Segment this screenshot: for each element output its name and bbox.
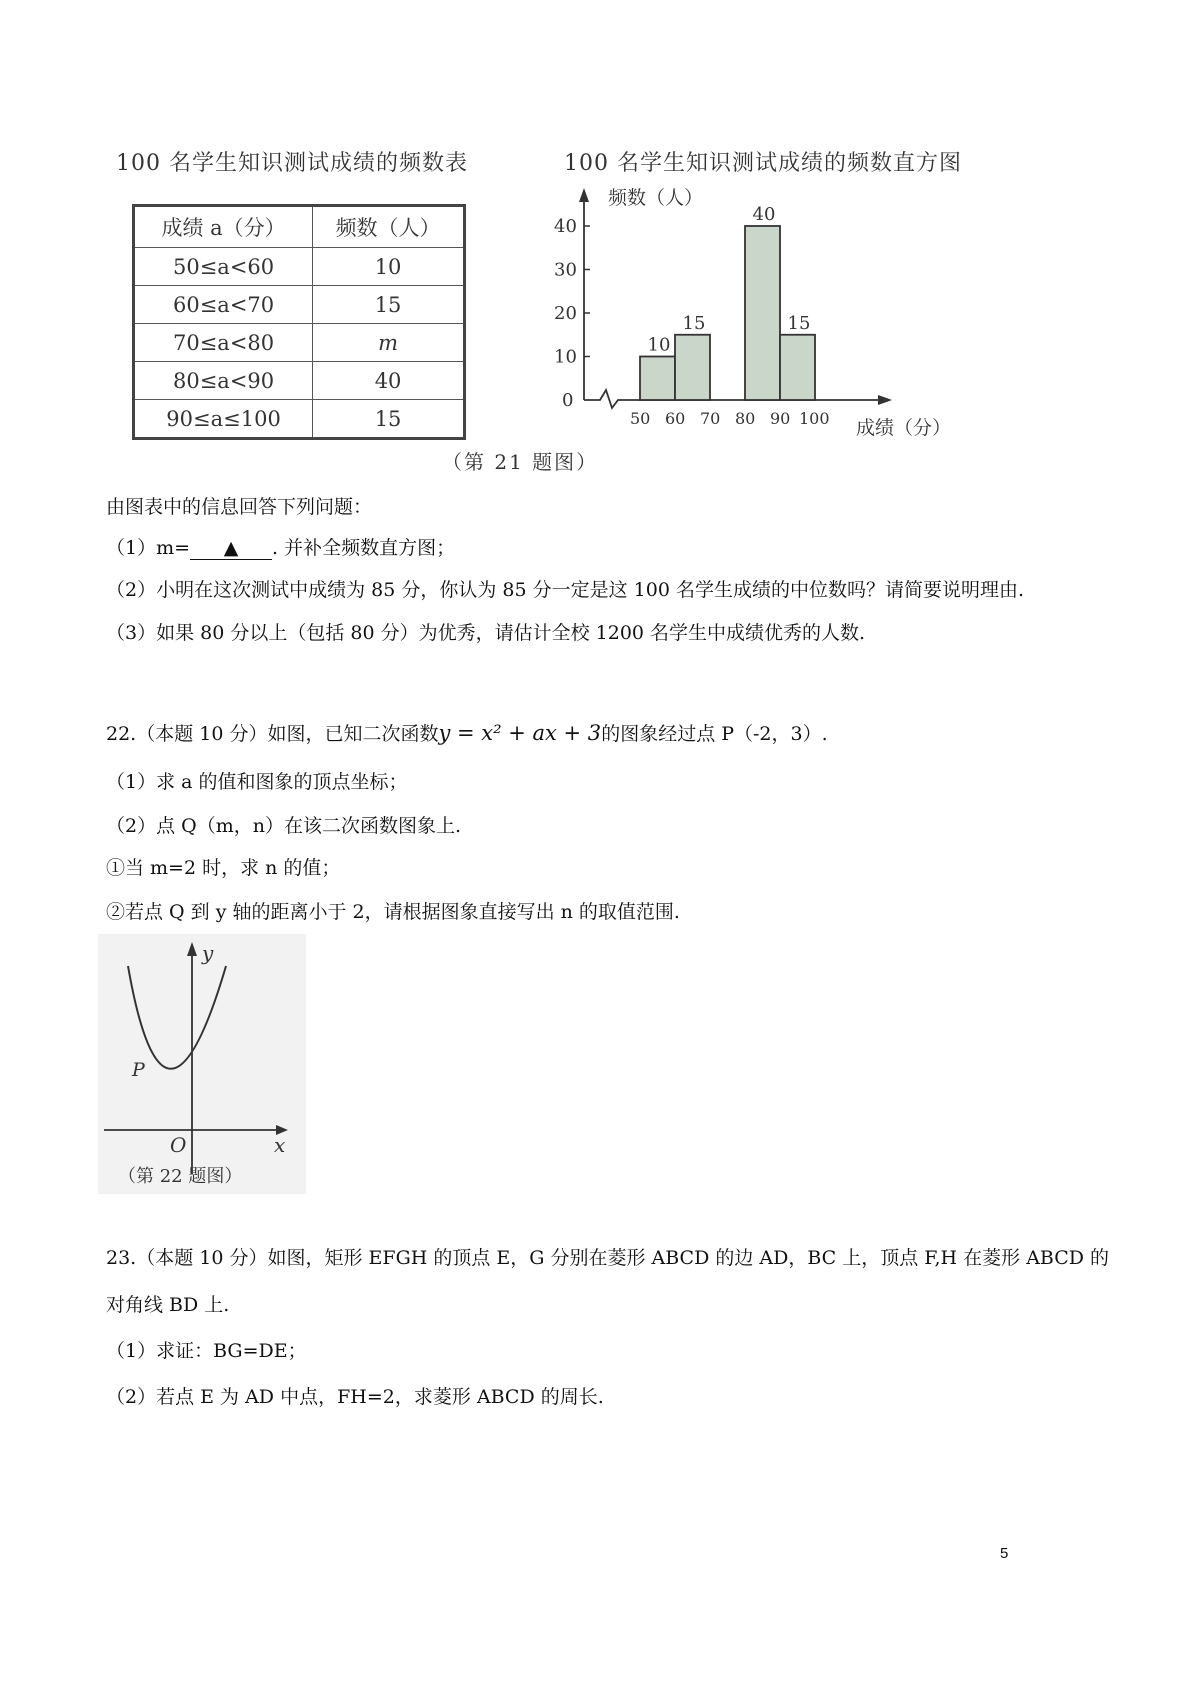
table-row: [134, 286, 465, 324]
q22-part1: （1）求 a 的值和图象的顶点坐标；: [106, 771, 408, 793]
table-cell-range: 50≤a<60: [134, 248, 313, 286]
frequency-table: [132, 204, 466, 440]
bar-value-label: 40: [752, 204, 776, 225]
bar-value-label: 10: [647, 334, 671, 356]
y-axis-arrow: [579, 188, 589, 202]
q21-part1-prefix: （1）m=: [106, 537, 191, 559]
table-title: 100 名学生知识测试成绩的频数表: [116, 151, 468, 176]
q21-part3: （3）如果 80 分以上（包括 80 分）为优秀，请估计全校 1200 名学生中成绩优秀的人数.: [106, 622, 866, 644]
origin-label: O: [170, 1133, 187, 1157]
x-axis-label: x: [274, 1133, 286, 1157]
histogram-bar: [745, 226, 780, 400]
x-tick-label: 70: [700, 409, 721, 428]
q21-part2: （2）小明在这次测试中成绩为 85 分，你认为 85 分一定是这 100 名学生成绩的中位数吗？请简要说明理由.: [106, 579, 1024, 601]
q21-intro: 由图表中的信息回答下列问题：: [106, 496, 373, 518]
q23-stem-line2: 对角线 BD 上.: [106, 1294, 230, 1316]
table-row: [134, 248, 465, 286]
table-row: [134, 324, 465, 362]
x-tick-label: 90: [770, 409, 791, 428]
table-cell-count: m: [313, 324, 465, 362]
histogram-bar: [780, 335, 815, 400]
histogram-bar: [675, 335, 710, 400]
table-cell-count: 15: [313, 286, 465, 324]
q22-part2-b: ②若点 Q 到 y 轴的距离小于 2，请根据图象直接写出 n 的取值范围.: [106, 901, 680, 923]
point-p-label: P: [132, 1059, 145, 1081]
y-axis-title: 频数（人）: [608, 187, 704, 209]
table-cell-range: 70≤a<80: [134, 324, 313, 362]
table-header-score: 成绩 a（分）: [134, 206, 313, 248]
x-tick-label: 100: [799, 409, 830, 428]
q22-part2-a: ①当 m=2 时，求 n 的值；: [106, 857, 341, 879]
x-tick-label: 60: [665, 409, 686, 428]
y-tick-label: 40: [554, 216, 577, 237]
table-cell-count: 10: [313, 248, 465, 286]
x-axis-arrow: [878, 395, 892, 405]
table-cell-count: 15: [313, 400, 465, 439]
chart-title: 100 名学生知识测试成绩的频数直方图: [564, 151, 962, 176]
q23-part2: （2）若点 E 为 AD 中点，FH=2，求菱形 ABCD 的周长.: [106, 1386, 604, 1408]
x-axis-title: 成绩（分）: [856, 417, 952, 438]
q22-stem-prefix: 22.（本题 10 分）如图，已知二次函数: [106, 723, 439, 745]
q22-stem-suffix: 的图象经过点 P（-2，3）.: [601, 723, 828, 745]
q22-formula: y = x² + ax + 3: [438, 721, 602, 745]
table-row: [134, 400, 465, 439]
figure-22-caption: （第 22 题图）: [118, 1166, 243, 1187]
page-number: 5: [1000, 1545, 1009, 1562]
q23-stem-line1: 23.（本题 10 分）如图，矩形 EFGH 的顶点 E，G 分别在菱形 ABCD 的边 AD，BC 上，顶点 F,H 在菱形 ABCD 的: [106, 1247, 1110, 1269]
y-axis-label: y: [202, 941, 214, 965]
q22-part2: （2）点 Q（m，n）在该二次函数图象上.: [106, 815, 461, 837]
y-tick-label: 10: [554, 346, 577, 368]
table-cell-count: 40: [313, 362, 465, 400]
y-tick-label: 20: [554, 303, 577, 324]
x-tick-label: 80: [735, 409, 756, 428]
answer-blank: ▲: [190, 537, 272, 560]
table-header-row: [134, 206, 465, 248]
table-row: [134, 362, 465, 400]
table-cell-range: 90≤a≤100: [134, 400, 313, 439]
table-header-frequency: 频数（人）: [313, 206, 465, 248]
y-tick-label: 30: [554, 259, 577, 281]
q23-part1: （1）求证：BG=DE；: [106, 1340, 307, 1362]
histogram-bar: [640, 357, 675, 401]
table-cell-range: 60≤a<70: [134, 286, 313, 324]
bar-value-label: 15: [682, 312, 706, 334]
x-axis: [584, 390, 886, 408]
frequency-histogram: [540, 178, 980, 438]
x-tick-label: 50: [630, 409, 651, 428]
q21-part1-suffix: . 并补全频数直方图；: [272, 537, 456, 559]
figure-21-caption: （第 21 题图）: [442, 450, 599, 474]
q22-stem: [106, 718, 828, 749]
q21-part1: [106, 533, 455, 563]
y-tick-label: 0: [562, 390, 574, 411]
bar-value-label: 15: [787, 312, 811, 334]
parabola-graph: [98, 934, 306, 1194]
table-cell-range: 80≤a<90: [134, 362, 313, 400]
